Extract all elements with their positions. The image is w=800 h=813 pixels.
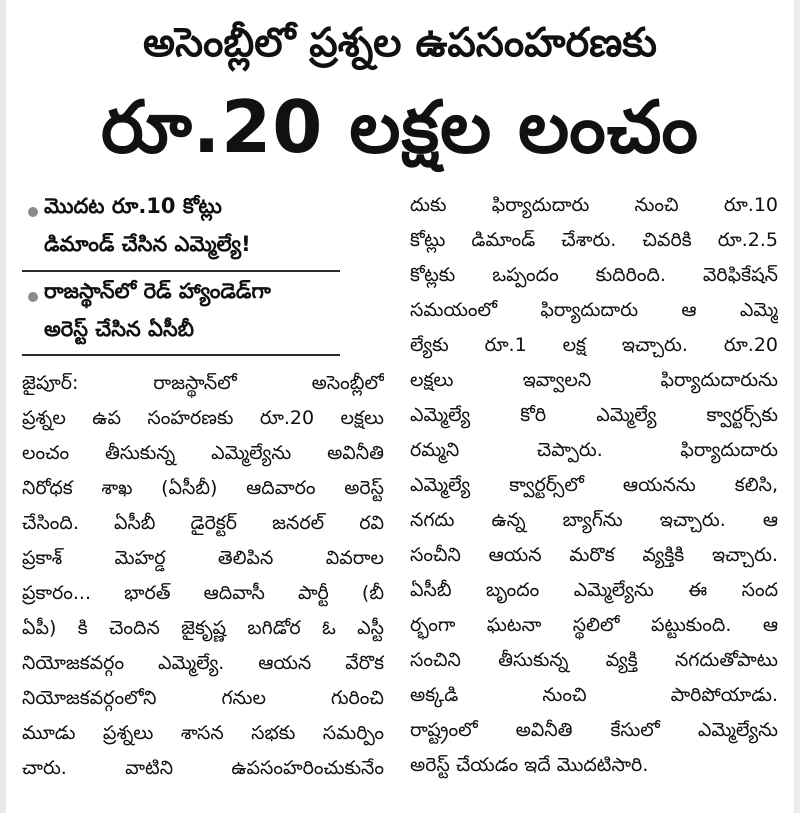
body-line: అక్కడి నుంచి పారిపోయాడు. — [410, 684, 778, 706]
body-line: ప్రకారం... భారత్ ఆదివాసీ పార్టీ (బీ — [22, 582, 384, 604]
body-line: రాష్ట్రంలో అవినీతి కేసులో ఎమ్మెల్యేను — [410, 719, 778, 741]
body-line: ర్భంగా ఘటనా స్థలిలో పట్టుకుంది. ఆ — [410, 614, 778, 636]
body-line: మూడు ప్రశ్నలు శాసన సభకు సమర్పిం — [22, 722, 384, 744]
body-line: ఎమ్మెల్యే కోరి ఎమ్మెల్యే క్వార్టర్స్‌కు — [410, 404, 778, 426]
body-line: కోట్లకు ఒప్పందం కుదిరింది. వెరిఫికేషన్ — [410, 264, 778, 286]
bullet-dot-2 — [28, 292, 38, 302]
page-edge-left — [0, 0, 6, 813]
kicker-1-line-2: డిమాండ్ చేసిన ఎమ్మెల్యే! — [44, 232, 251, 256]
body-line: జైపూర్: రాజస్థాన్‌లో అసెంబ్లీలో — [22, 372, 384, 394]
body-line: అరెస్ట్ చేయడం ఇదే మొదటిసారి. — [410, 754, 649, 776]
article-column-right — [410, 188, 778, 783]
kicker-separator — [22, 270, 340, 272]
body-line: ఏసీబీ బృందం ఎమ్మెల్యేను ఈ సంద — [410, 579, 778, 601]
page-edge-right — [794, 0, 800, 813]
body-line: నియోజకవర్గంలోని గనుల గురించి — [22, 687, 384, 709]
body-line: ప్రశ్నల ఉప సంహరణకు రూ.20 లక్షలు — [22, 407, 384, 429]
kicker-2-line-2: అరెస్ట్ చేసిన ఏసీబీ — [44, 317, 194, 341]
body-line: ఎమ్మెల్యే క్వార్టర్స్‌లో ఆయనను కలిసి, — [410, 474, 778, 496]
body-line: రమ్మని చెప్పారు. ఫిర్యాదుదారు — [410, 439, 778, 461]
body-line: నిరోధక శాఖ (ఏసీబీ) ఆదివారం అరెస్ట్ — [22, 477, 384, 499]
body-line: లంచం తీసుకున్న ఎమ్మెల్యేను అవినీతి — [22, 442, 384, 464]
body-line: సమయంలో ఫిర్యాదుదారు ఆ ఎమ్మె — [410, 299, 778, 321]
body-line: చేసింది. ఏసీబీ డైరెక్టర్ జనరల్ రవి — [22, 512, 384, 534]
kicker-1-line-1: మొదట రూ.10 కోట్లు — [44, 194, 222, 218]
body-line: సంచీని ఆయన మరొక వ్యక్తికి ఇచ్చారు. — [410, 544, 778, 566]
body-line: సంచిని తీసుకున్న వ్యక్తి నగదుతోపాటు — [410, 649, 778, 671]
body-line: ఏపీ) కి చెందిన జైకృష్ణ బగిడోర ఓ ఎస్టీ — [22, 617, 384, 639]
headline-line-2: రూ.20 లక్షల లంచం — [101, 85, 699, 169]
bullet-dot-1 — [28, 207, 38, 217]
article-column-left — [22, 366, 384, 786]
headline-line-1: అసెంబ్లీలో ప్రశ్నల ఉపసంహరణకు — [143, 20, 657, 66]
kicker-bottom-rule — [22, 354, 340, 356]
body-line: లక్షలు ఇవ్వాలని ఫిర్యాదుదారును — [410, 369, 778, 391]
body-line: నియోజకవర్గం ఎమ్మెల్యే. ఆయన వేరొక — [22, 652, 384, 674]
body-line: చారు. వాటిని ఉపసంహరించుకునేం — [22, 757, 384, 779]
body-line: ల్యేకు రూ.1 లక్ష ఇచ్చారు. రూ.20 — [410, 334, 778, 356]
body-line: దుకు ఫిర్యాదుదారు నుంచి రూ.10 — [410, 194, 778, 216]
body-line: నగదు ఉన్న బ్యాగ్‌ను ఇచ్చారు. ఆ — [410, 509, 778, 531]
body-line: ప్రకాశ్ మెహర్డ తెలిపిన వివరాల — [22, 547, 384, 569]
body-line: కోట్లు డిమాండ్ చేశారు. చివరికి రూ.2.5 — [410, 229, 778, 251]
kicker-2-line-1: రాజస్థాన్‌లో రెడ్ హ్యాండెడ్‌గా — [44, 279, 271, 303]
